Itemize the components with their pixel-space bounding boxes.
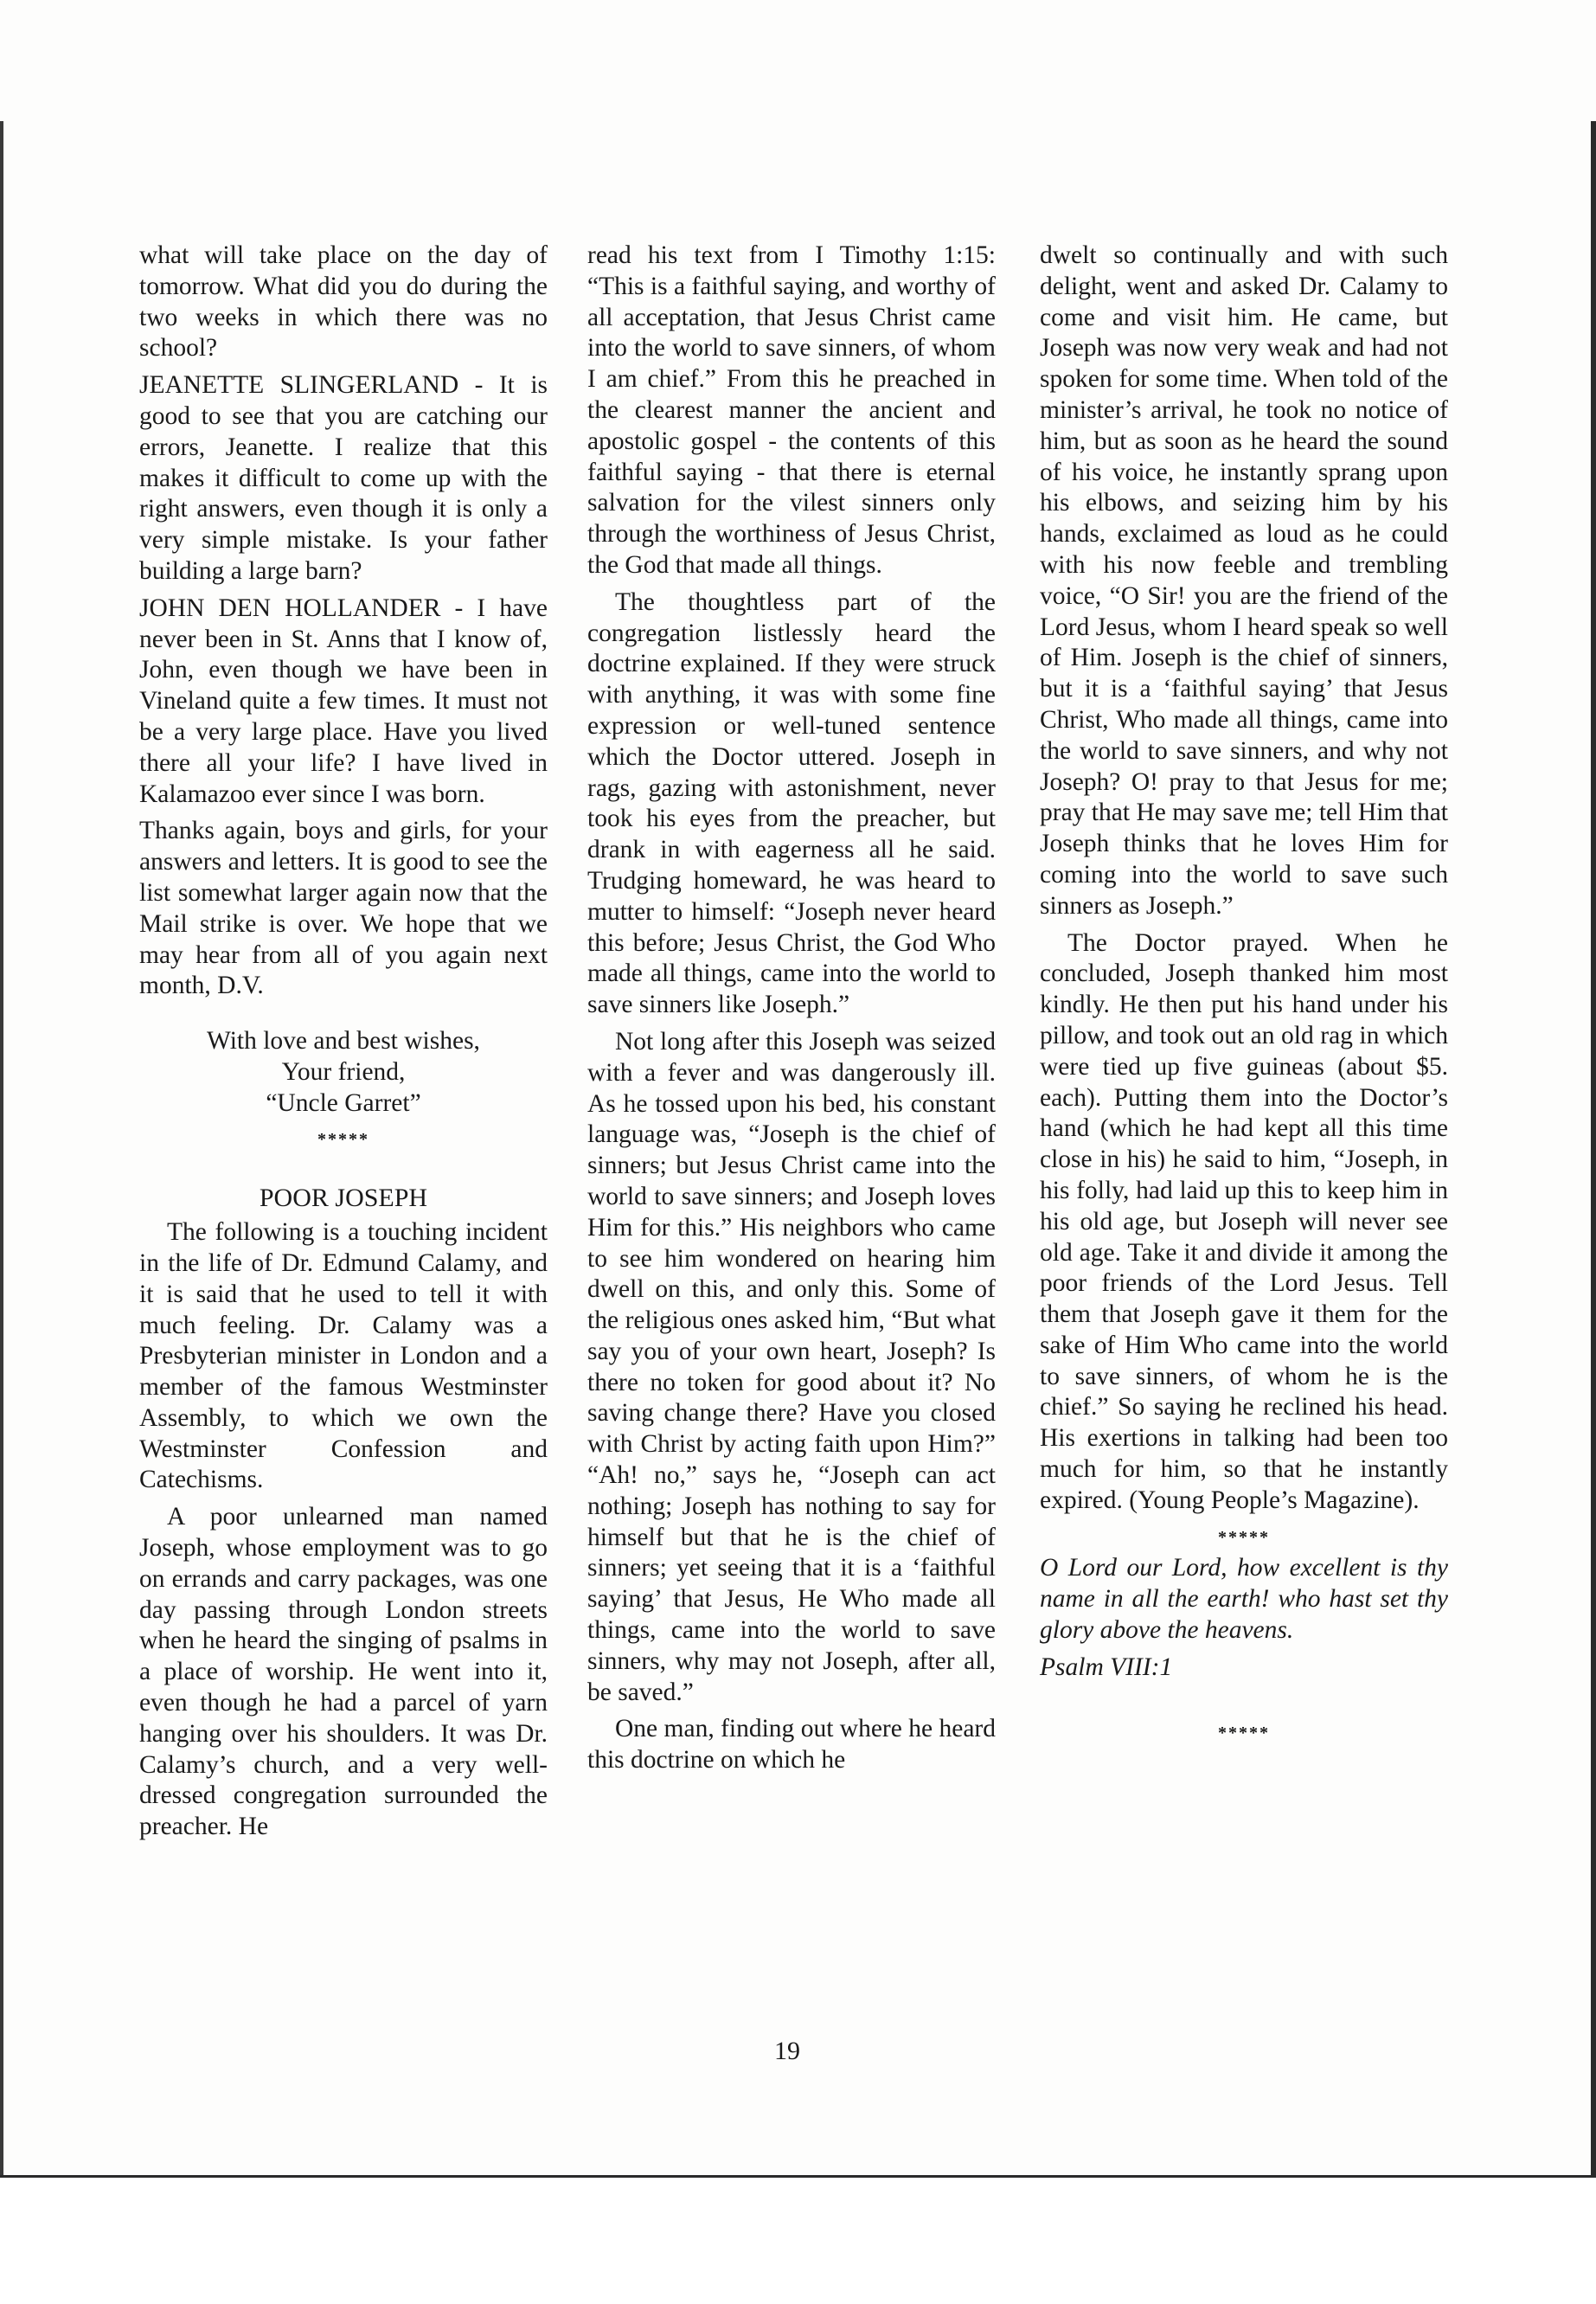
page-number: 19 (774, 2037, 800, 2065)
section-divider: ***** (317, 1129, 369, 1149)
paragraph: dwelt so continually and with such delight, went and asked Dr. Calamy to come and visit him. He came, but Joseph was now very weak and had not spoken for some time. When told of the minister’s arrival, he took no notice of him, but as soon as he heard the sound of his voice, he instantly sprang upon his elbows, and seizing him by his hands, exclaimed as loud as he could with his now feeble and trembling voice, “O Sir! you are the friend of the Lord Jesus, whom I heard speak so well of Him. Joseph is the chief of sinners, but it is a ‘faithful saying’ that Jesus Christ, Who made all things, came into the world to save sinners, and why not Joseph? O! pray to that Jesus for me; pray that He may save me; tell Him that Joseph thinks that he loves Him for coming into the world to save such sinners as Joseph.” (1040, 241, 1448, 920)
paragraph: Not long after this Joseph was seized with a fever and was dangerously ill. As he tossed upon his bed, his constant language was, “Joseph is the chief of sinners; but Jesus Christ came into the world to save sinners; and Joseph loves Him for this.” His neighbors who came to see him wondered on hearing him dwell on this, and only this. Some of the religious ones asked him, “But what say you of your own heart, Joseph? Is there no token for good about it? No saving change there? Have you closed with Christ by acting faith upon Him?” “Ah! no,” says he, “Joseph can act nothing; Joseph has nothing to say for himself but that he is the chief of sinners; yet seeing that it is a ‘faithful saying’ that Jesus, He Who made all things, came into the world to save sinners, why may not Joseph, after all, be saved.” (587, 1027, 996, 1706)
paragraph: what will take place on the day of tomorrow. What did you do during the two weeks in which there was no school? (139, 241, 548, 363)
closing-line: With love and best wishes, (207, 1027, 480, 1056)
column-1 (139, 241, 548, 1849)
paragraph: The Doctor prayed. When he concluded, Joseph thanked him most kindly. He then put his hand under his pillow, and took out an old rag in which were tied up five guineas (about $5. each). Putting them into the Doctor’s hand (which he had kept all this time close in his) he said to him, “Joseph, in his folly, had laid up this to keep him in his old age, but Joseph will never see old age. Take it and divide it among the poor friends of the Lord Jesus. Tell them that Joseph gave it them for the sake of Him Who came into the world to save sinners, of whom he is the chief.” So saying he reclined his head. His exertions in talking had been too much for him, so that he instantly expired. (Young People’s Magazine). (1040, 928, 1448, 1514)
scripture-reference: Psalm VIII:1 (1040, 1653, 1173, 1681)
paragraph: The thoughtless part of the congregation listlessly heard the doctrine explained. If they were struck with anything, it was with some fine expression or well-tuned sentence which the Doctor uttered. Joseph in rags, gazing with astonishment, never took his eyes from the preacher, but drank in with eagerness all he said. Trudging homeward, he was heard to mutter to himself: “Joseph never heard this before; Jesus Christ, the God Who made all things, came into the world to save sinners like Joseph.” (587, 587, 996, 1019)
paragraph: One man, finding out where he heard this doctrine on which he (587, 1715, 996, 1775)
page-edge-right (1591, 121, 1596, 2177)
closing-line: Your friend, (281, 1057, 406, 1086)
paragraph: read his text from I Timothy 1:15: “This is a faithful saying, and worthy of all acceptation, that Jesus Christ came into the world to save sinners, of whom I am chief.” From this he preached in the clearest manner the ancient and apostolic gospel - the contents of this faithful saying - that there is eternal salvation for the vilest sinners only through the worthiness of Jesus Christ, the God that made all things. (587, 241, 996, 579)
column-3 (1040, 241, 1448, 1749)
letter-reply-john: JOHN DEN HOLLANDER - I have never been in St. Anns that I know of, John, even though we have been in Vineland quite a few times. It must not be a very large place. Have you lived there all your life? I have lived in Kalamazoo ever since I was born. (139, 594, 548, 808)
page-edge-bottom (0, 2175, 1596, 2304)
signature-name: “Uncle Garret” (266, 1088, 421, 1117)
article-title: POOR JOSEPH (259, 1184, 428, 1213)
column-2 (587, 241, 996, 1782)
paragraph: The following is a touching incident in the life of Dr. Edmund Calamy, and it is said that he used to tell it with much feeling. Dr. Calamy was a Presbyterian minister in London and a member of the famous Westminster Assembly, to which we own the Westminster Confession and Catechisms. (139, 1218, 548, 1494)
paragraph: A poor unlearned man named Joseph, whose employment was to go on errands and carry packages, was one day passing through London streets when he heard the singing of psalms in a place of worship. He went into it, even though he had a parcel of yarn hanging over his shoulders. It was Dr. Calamy’s church, and a very well-dressed congregation surrounded the preacher. He (139, 1503, 548, 1841)
section-divider: ***** (1218, 1527, 1270, 1547)
letter-reply-jeanette: JEANETTE SLINGERLAND - It is good to see that you are catching our errors, Jeanette. I realize that this makes it difficult to come up with the right answers, even though it is only a very simple mistake. Is your father building a large barn? (139, 371, 548, 585)
scripture-verse: O Lord our Lord, how excellent is thy name in all the earth! who hast set thy glory above the heavens. (1040, 1554, 1448, 1645)
page-edge-left (0, 121, 3, 2177)
closing-paragraph: Thanks again, boys and girls, for your answers and letters. It is good to see the list somewhat larger again now that the Mail strike is over. We hope that we may hear from all of you again next month, D.V. (139, 817, 548, 1000)
section-divider: ***** (1218, 1723, 1270, 1742)
signature-block (139, 1026, 548, 1119)
